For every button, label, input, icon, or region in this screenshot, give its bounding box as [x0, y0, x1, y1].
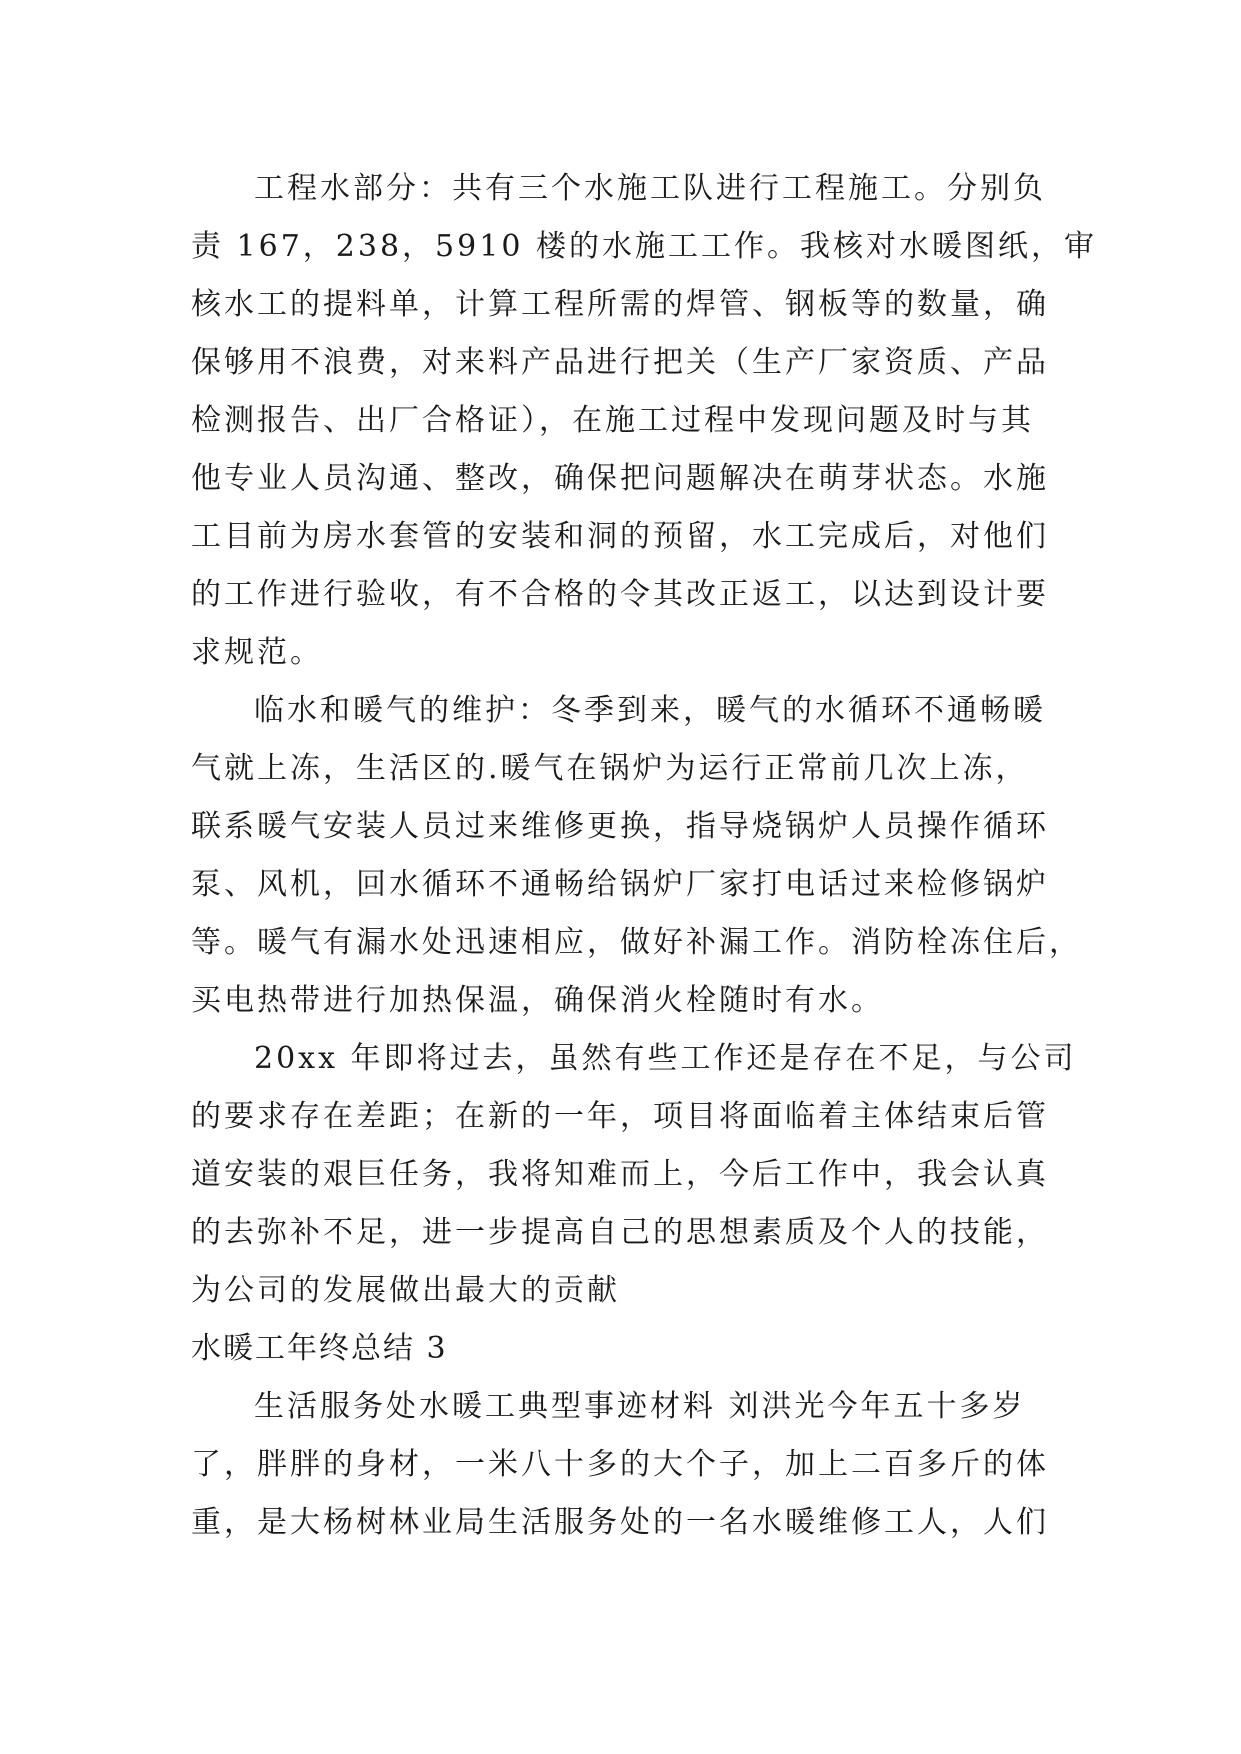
- text-line: 为公司的发展做出最大的贡献: [191, 1273, 620, 1308]
- paragraph-typical-deeds: [191, 1378, 1051, 1552]
- text-line: 求规范。: [191, 635, 323, 670]
- text-line: 联系暖气安装人员过来维修更换，指导烧锅炉人员操作循环: [191, 809, 1049, 844]
- text-line: 责 167，238，5910 楼的水施工工作。我核对水暖图纸，审: [191, 229, 1097, 264]
- text-line: 生活服务处水暖工典型事迹材料 刘洪光今年五十多岁: [254, 1389, 1026, 1424]
- text-line: 他专业人员沟通、整改，确保把问题解决在萌芽状态。水施: [191, 461, 1049, 496]
- text-line: 20xx 年即将过去，虽然有些工作还是存在不足，与公司: [254, 1041, 1077, 1076]
- paragraph-year-summary: [191, 1030, 1077, 1320]
- text-line: 保够用不浪费，对来料产品进行把关（生产厂家资质、产品: [191, 345, 1049, 380]
- text-line: 泵、风机，回水循环不通畅给锅炉厂家打电话过来检修锅炉: [191, 867, 1049, 902]
- paragraph-engineering-water: [191, 160, 1097, 682]
- text-line: 等。暖气有漏水处迅速相应，做好补漏工作。消防栓冻住后，: [191, 925, 1082, 960]
- text-line: 工程水部分：共有三个水施工队进行工程施工。分别负: [254, 171, 1046, 206]
- text-line: 道安装的艰巨任务，我将知难而上，今后工作中，我会认真: [191, 1157, 1049, 1192]
- paragraph-heating-maintenance: [191, 682, 1082, 1030]
- text-line: 的要求存在差距；在新的一年，项目将面临着主体结束后管: [191, 1099, 1049, 1134]
- document-body: [191, 160, 1097, 1552]
- text-line: 临水和暖气的维护：冬季到来，暖气的水循环不通畅暖: [254, 693, 1046, 728]
- text-line: 买电热带进行加热保温，确保消火栓随时有水。: [191, 983, 884, 1018]
- text-line: 核水工的提料单，计算工程所需的焊管、钢板等的数量，确: [191, 287, 1049, 322]
- text-line: 检测报告、出厂合格证），在施工过程中发现问题及时与其: [191, 403, 1034, 438]
- text-line: 了，胖胖的身材，一米八十多的大个子，加上二百多斤的体: [191, 1447, 1049, 1482]
- text-line: 的工作进行验收，有不合格的令其改正返工，以达到设计要: [191, 577, 1049, 612]
- text-line: 工目前为房水套管的安装和洞的预留，水工完成后，对他们: [191, 519, 1049, 554]
- text-line: 重，是大杨树林业局生活服务处的一名水暖维修工人，人们: [191, 1505, 1049, 1540]
- section-title: 水暖工年终总结 3: [191, 1331, 448, 1366]
- text-line: 的去弥补不足，进一步提高自己的思想素质及个人的技能，: [191, 1215, 1049, 1250]
- text-line: 气就上冻，生活区的.暖气在锅炉为运行正常前几次上冻，: [191, 751, 1029, 786]
